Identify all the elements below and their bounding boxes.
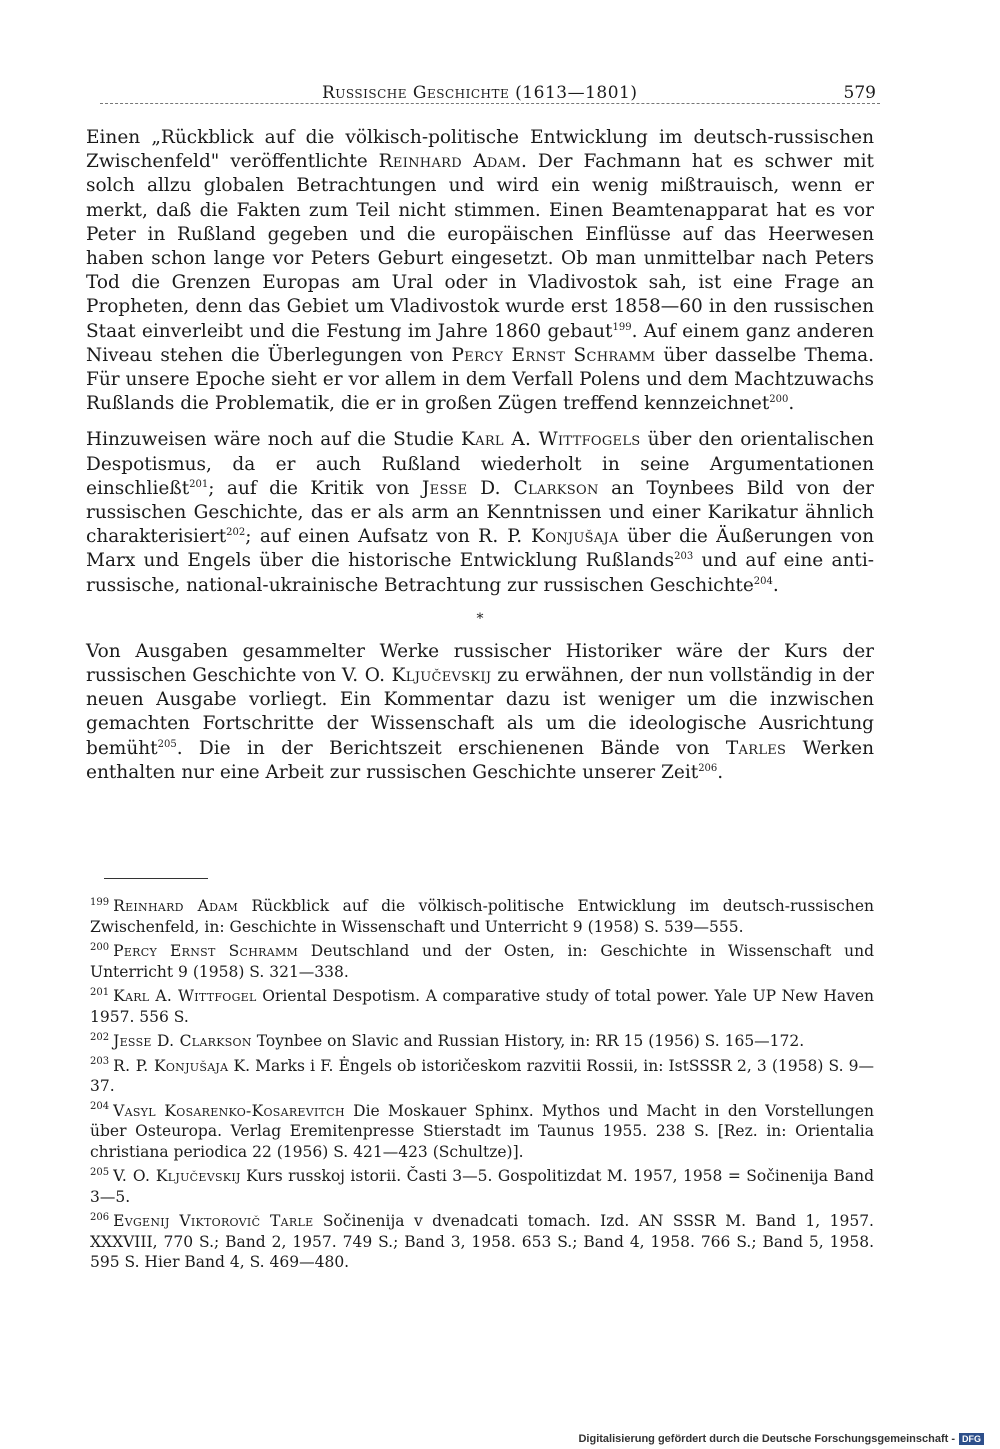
section-separator: *	[476, 610, 484, 627]
footnote	[90, 941, 874, 982]
text-run: . Die in der Berichtszeit erschienenen Bände von	[176, 737, 726, 759]
footnote-ref: 202	[226, 527, 246, 539]
text-run: Werken enthalten nur eine Arbeit zur russischen Geschichte unserer Zeit	[86, 737, 874, 783]
author-name: Jesse D. Clarkson	[113, 1032, 252, 1050]
footnote-ref: 200	[769, 394, 789, 406]
page-number: 579	[838, 83, 876, 103]
footnote-number: 204	[90, 1101, 110, 1113]
author-name: Reinhard Adam	[113, 897, 239, 915]
text-run: zu erwähnen, der nun vollständig in der neuen Ausgabe vorliegt. Ein Kommentar dazu ist weniger um die inzwischen gemachten Fortschritte der Wissenschaft als um die ideologische Ausrichtung bemüht	[86, 665, 874, 759]
text-run: . Auf einem ganz anderen Niveau stehen die Überlegungen von	[86, 320, 874, 366]
text-run: Sočinenija v dvenadcati tomach. Izd. AN SSSR M. Band 1, 1957. XXXVIII, 770 S.; Band 2, 1957. 749 S.; Band 3, 1958. 653 S.; Band 4, 1958. 766 S.; Band 5, 1958. 595 S. Hier Band 4, S. 469—480.	[90, 1212, 874, 1271]
author-name: Jesse D. Clarkson	[421, 477, 599, 499]
text-run: .	[717, 761, 724, 783]
text-run: .	[772, 574, 779, 596]
credit-text: Digitalisierung gefördert durch die Deutsche Forschungsgemeinschaft -	[578, 1433, 955, 1445]
header-rule	[100, 103, 880, 104]
footnote-number: 199	[90, 896, 110, 908]
author-name: Vasyl Kosarenko-Kosarevitch	[113, 1101, 345, 1120]
author-name: V. O. Ključevskij	[341, 665, 492, 687]
text-run: und auf eine anti-russische, national-ukrainische Betrachtung zur russischen Geschichte	[86, 550, 874, 596]
footnote-ref: 199	[612, 321, 632, 333]
text-run: . Der Fachmann hat es schwer mit solch allzu globalen Betrachtungen und wird ein wenig mißtrauisch, wenn er merkt, daß die Fakten zum Teil nicht stimmen. Einen Beamtenapparat hat es vor Peter in Rußland gegeben und die europäischen Einflüsse auf das Heerwesen haben schon lange vor Peters Geburt eingesetzt. Ob man unmittelbar nach Peters Tod die Grenzen Europas am Ural oder in Vladivostok sah, ist eine Frage an Propheten, denn das Gebiet um Vladivostok wurde erst 1858—60 in den russischen Staat einverleibt und die Festung im Jahre 1860 gebaut	[86, 151, 874, 342]
text-run: über den orientalischen Despotismus, da er auch Rußland wiederholt in seine Argumentationen einschließt	[86, 429, 874, 499]
text-run: Einen „Rückblick auf die völkisch-politische Entwicklung im deutsch-russischen Zwischenfeld" veröffentlichte	[86, 127, 874, 173]
text-run: Deutschland und der Osten, in: Geschichte in Wissenschaft und Unterricht 9 (1958) S. 321—338.	[90, 942, 874, 981]
footnotes	[90, 896, 874, 1277]
paragraph-1	[86, 126, 874, 416]
footnote-rule	[104, 878, 208, 879]
text-run: K. Marks i F. Ėngels ob istoričeskom razvitii Rossii, in: IstSSSR 2, 3 (1958) S. 9—37.	[90, 1056, 874, 1095]
footnote	[90, 1101, 874, 1163]
text-run: .	[788, 393, 795, 415]
text-run: Von Ausgaben gesammelter Werke russischer Historiker wäre der Kurs der russischen Geschichte von	[86, 640, 874, 687]
running-header	[100, 81, 880, 107]
footnote	[90, 896, 874, 937]
text-run: Die Moskauer Sphinx. Mythos und Macht in den Vorstellungen über Osteuropa. Verlag Eremitenpresse Stierstadt im Taunus 1955. 238 S. [Rez. in: Orientalia christiana periodica 22 (1956) S. 421—423 (Schultze)].	[90, 1101, 875, 1161]
text-run: Toynbee on Slavic and Russian History, in: RR 15 (1956) S. 165—172.	[251, 1032, 805, 1050]
paragraph-3	[86, 640, 874, 785]
author-name: V. O. Ključevskij	[113, 1167, 241, 1185]
footnote-ref: 206	[698, 762, 718, 774]
footnote	[90, 986, 874, 1027]
author-name: R. P. Konjušaja	[113, 1056, 229, 1075]
author-name: Karl A. Wittfogel	[113, 987, 257, 1005]
text-run: Kurs russkoj istorii. Časti 3—5. Gospolitizdat M. 1957, 1958 = Sočinenija Band 3—5.	[90, 1167, 874, 1206]
footnote-number: 205	[90, 1166, 110, 1178]
author-name: R. P. Konjušaja	[478, 526, 619, 548]
footnote-number: 200	[90, 941, 110, 953]
footnote	[90, 1211, 874, 1273]
running-title: Russische Geschichte (1613—1801)	[316, 83, 643, 103]
footnote-number: 203	[90, 1056, 110, 1068]
author-name: Percy Ernst Schramm	[451, 344, 656, 366]
main-text	[86, 126, 874, 797]
author-name: Percy Ernst Schramm	[113, 942, 299, 960]
footnote-number: 202	[90, 1031, 110, 1043]
footnote	[90, 1031, 874, 1052]
footnote-ref: 201	[189, 478, 209, 490]
author-name: Tarles	[725, 737, 787, 759]
text-run: Rückblick auf die völkisch-politische Entwicklung im deutsch-russischen Zwischenfeld, in: Geschichte in Wissenschaft und Unterricht 9 (1958) S. 539—555.	[90, 897, 874, 936]
author-name: Evgenij Viktorovič Tarle	[113, 1212, 314, 1230]
footnote	[90, 1056, 874, 1097]
paragraph-2	[86, 428, 874, 597]
text-run: Hinzuweisen wäre noch auf die Studie	[86, 429, 462, 451]
text-run: über dasselbe Thema. Für unsere Epoche sieht er vor allem in dem Verfall Polens und dem Machtzuwachs Rußlands die Problematik, die er in großen Zügen treffend kennzeichnet	[86, 344, 874, 415]
footnote-ref: 205	[157, 738, 177, 750]
text-run: ; auf einen Aufsatz von	[245, 526, 479, 548]
text-run: ; auf die Kritik von	[208, 477, 422, 499]
footnote-ref: 203	[674, 551, 694, 563]
footnote-ref: 204	[753, 575, 773, 587]
footnote-number: 206	[90, 1211, 110, 1223]
author-name: Karl A. Wittfogels	[461, 429, 641, 451]
footnote-number: 201	[90, 986, 110, 998]
text-run: über die Äußerungen von Marx und Engels über die historische Entwicklung Rußlands	[86, 526, 874, 572]
digitization-credit	[578, 1433, 984, 1445]
text-run: Oriental Despotism. A comparative study of total power. Yale UP New Haven 1957. 556 S.	[90, 987, 874, 1026]
footnote	[90, 1166, 874, 1207]
text-run: an Toynbees Bild von der russischen Geschichte, das er als arm an Kenntnissen und einer Karikatur ähnlich charakterisiert	[86, 477, 874, 548]
author-name: Reinhard Adam	[378, 151, 521, 173]
dfg-logo: DFG	[959, 1433, 984, 1445]
